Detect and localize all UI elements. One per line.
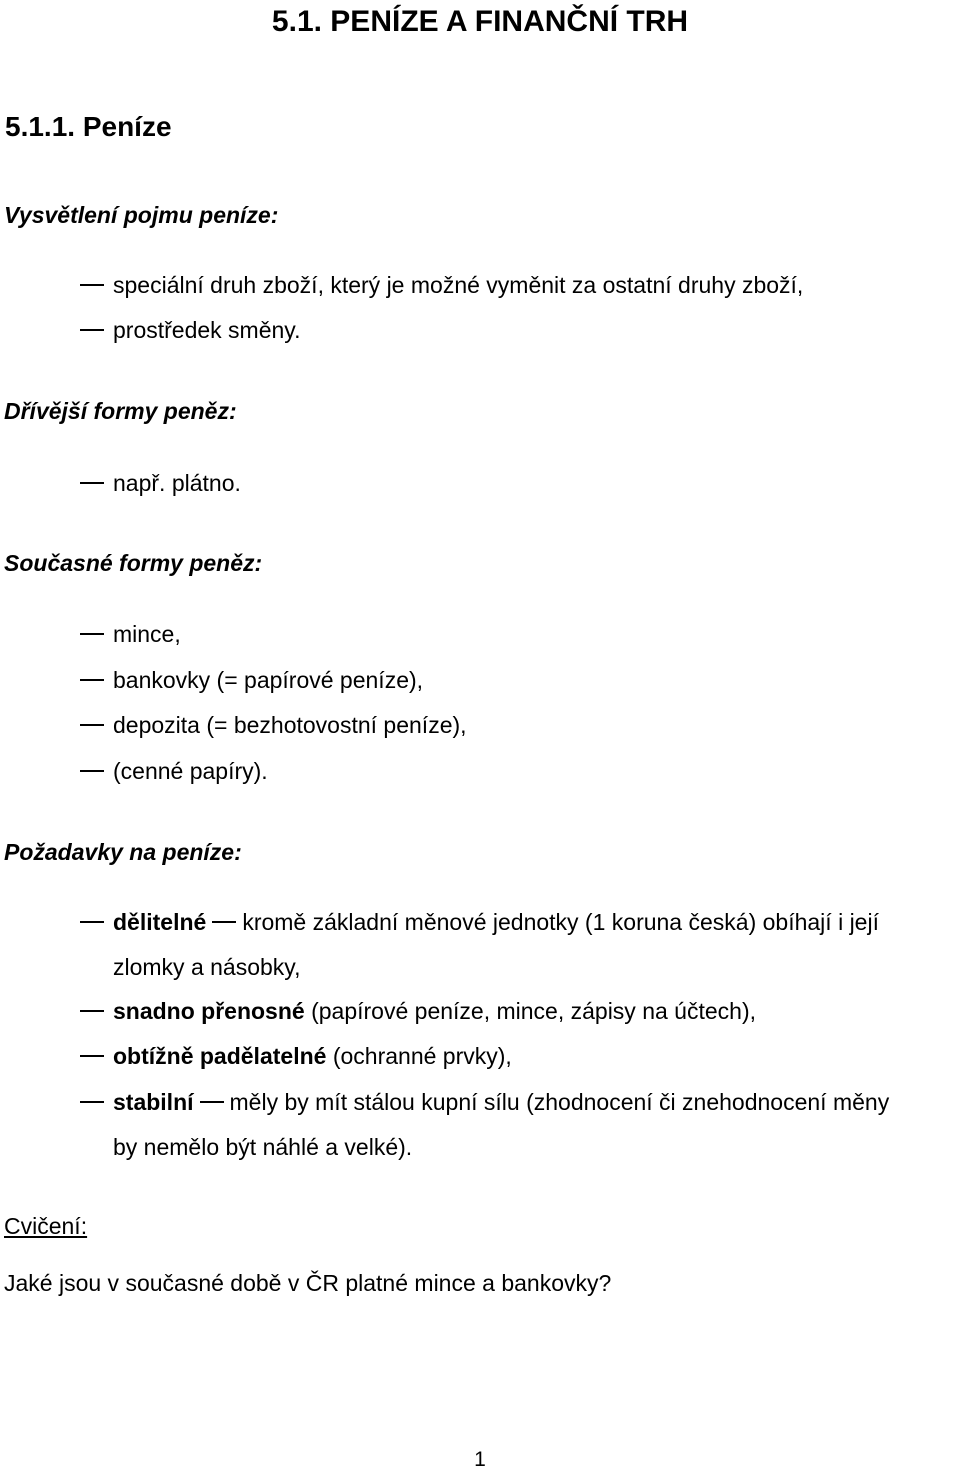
- dash-bullet: [80, 679, 104, 681]
- dash-bullet: [80, 1101, 104, 1103]
- list-item-text: např. plátno.: [113, 470, 241, 496]
- requirement-term: snadno přenosné: [113, 998, 305, 1024]
- requirement-description: kromě základní měnové jednotky (1 koruna česká) obíhají i její: [242, 909, 879, 935]
- dash-bullet: [80, 1010, 104, 1012]
- dash-bullet: [80, 284, 104, 286]
- requirement-term: obtížně padělatelné: [113, 1043, 327, 1069]
- list-item-text: speciální druh zboží, který je možné vyměnit za ostatní druhy zboží,: [113, 272, 804, 298]
- list-item: [0, 270, 960, 300]
- former-forms-heading: Dřívější formy peněz:: [4, 398, 237, 424]
- list-item: [0, 468, 960, 498]
- list-item-text: mince,: [113, 621, 181, 647]
- inline-dash: [212, 921, 236, 923]
- list-item: [0, 1087, 960, 1117]
- requirement-term: dělitelné: [113, 909, 207, 935]
- page-number: 1: [474, 1448, 486, 1471]
- list-item: [0, 619, 960, 649]
- list-item: [0, 756, 960, 786]
- dash-bullet: [80, 724, 104, 726]
- list-item: [0, 1041, 960, 1071]
- list-item-text: [113, 996, 756, 1026]
- requirement-description: měly by mít stálou kupní sílu (zhodnocení či znehodnocení měny: [229, 1089, 890, 1115]
- requirement-description: (papírové peníze, mince, zápisy na účtech),: [311, 998, 756, 1024]
- requirement-description: (ochranné prvky),: [332, 1043, 512, 1069]
- dash-bullet: [80, 329, 104, 331]
- requirement-term: stabilní: [113, 1089, 194, 1115]
- dash-bullet: [80, 633, 104, 635]
- list-item-text: bankovky (= papírové peníze),: [113, 667, 424, 693]
- dash-bullet: [80, 770, 104, 772]
- list-item-text: depozita (= bezhotovostní peníze),: [113, 712, 467, 738]
- list-item-text: [113, 907, 879, 937]
- exercise-question: Jaké jsou v současné době v ČR platné mince a bankovky?: [4, 1270, 612, 1296]
- list-item: [0, 907, 960, 937]
- exercise-label: Cvičení:: [4, 1213, 88, 1239]
- list-item-text: [113, 1087, 889, 1117]
- inline-dash: [200, 1101, 224, 1103]
- dash-bullet: [80, 1055, 104, 1057]
- list-item: [0, 996, 960, 1026]
- dash-bullet: [80, 921, 104, 923]
- list-item-text: (cenné papíry).: [113, 758, 268, 784]
- dash-bullet: [80, 482, 104, 484]
- list-item: [0, 315, 960, 345]
- page-title: 5.1. PENÍZE A FINANČNÍ TRH: [271, 5, 689, 38]
- current-forms-heading: Současné formy peněz:: [4, 550, 263, 576]
- requirements-heading: Požadavky na peníze:: [4, 839, 242, 865]
- list-item: [0, 710, 960, 740]
- list-item-continuation: by nemělo být náhlé a velké).: [113, 1134, 413, 1160]
- list-item: [0, 665, 960, 695]
- definition-heading: Vysvětlení pojmu peníze:: [4, 202, 279, 228]
- list-item-continuation: zlomky a násobky,: [113, 954, 301, 980]
- list-item-text: [113, 1041, 512, 1071]
- list-item-text: prostředek směny.: [113, 317, 301, 343]
- section-title: 5.1.1. Peníze: [5, 111, 172, 142]
